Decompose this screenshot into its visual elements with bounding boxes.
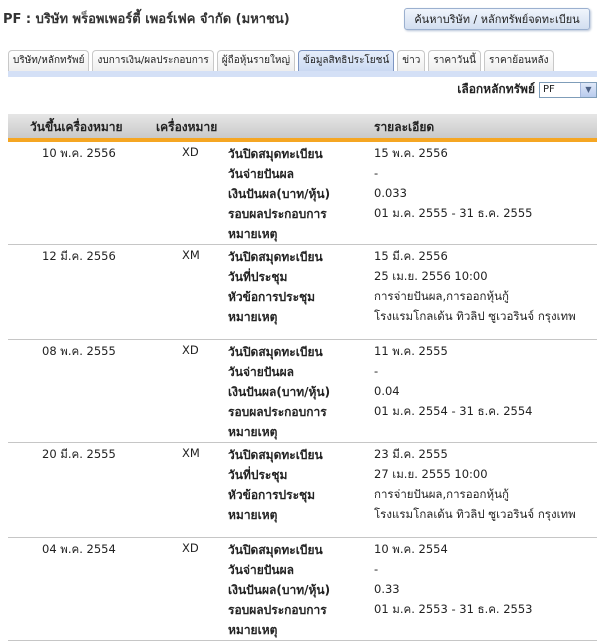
detail-label: วันที่ประชุม [228,270,288,284]
detail-label: วันปิดสมุดทะเบียน [228,448,323,462]
detail-value: โรงแรมโกลเด้น ทิวลิป ซูเวอรินจ์ กรุงเทพ [374,507,576,521]
tab-major-shareholders[interactable]: ผู้ถือหุ้นรายใหญ่ [217,50,295,71]
table-row [8,538,597,641]
tab-historical-price[interactable]: ราคาย้อนหลัง [484,50,554,71]
detail-label: วันจ่ายปันผล [228,167,294,181]
sign-code: XM [182,248,200,262]
detail-label: หมายเหตุ [228,310,278,324]
detail-label: เงินปันผล(บาท/หุ้น) [228,583,331,597]
sign-code: XD [182,145,199,159]
detail-label: วันปิดสมุดทะเบียน [228,543,323,557]
detail-label: หัวข้อการประชุม [228,290,316,304]
page-title: PF : บริษัท พร็อพเพอร์ตี้ เพอร์เฟค จำกัด (มหาชน) [3,12,290,27]
detail-label: วันจ่ายปันผล [228,365,294,379]
detail-value: 27 เม.ย. 2555 10:00 [374,467,488,481]
table-row [8,340,597,443]
detail-value: - [374,364,379,378]
tab-company[interactable]: บริษัท/หลักทรัพย์ [8,50,89,71]
tab-bar-underline [8,71,597,77]
table-header [8,114,597,142]
sign-date: 20 มี.ค. 2555 [42,447,116,461]
security-select-value: PF [543,83,555,95]
sign-date: 10 พ.ค. 2556 [42,146,116,160]
tab-today-price[interactable]: ราคาวันนี้ [428,50,481,71]
sign-code: XD [182,343,199,357]
header-details: รายละเอียด [374,120,435,134]
detail-label: หมายเหตุ [228,425,278,439]
detail-label: รอบผลประกอบการ [228,405,327,419]
header-date: วันขึ้นเครื่องหมาย [30,120,123,134]
detail-value: 01 ม.ค. 2554 - 31 ธ.ค. 2554 [374,404,533,418]
table-row [8,142,597,245]
detail-label: วันจ่ายปันผล [228,563,294,577]
tab-bar [8,50,554,71]
sign-date: 04 พ.ค. 2554 [42,542,116,556]
tab-news[interactable]: ข่าว [397,50,425,71]
detail-value: 0.04 [374,384,400,398]
tab-financials[interactable]: งบการเงิน/ผลประกอบการ [92,50,213,71]
detail-value: 23 มี.ค. 2555 [374,447,448,461]
detail-label: หัวข้อการประชุม [228,488,316,502]
detail-label: หมายเหตุ [228,508,278,522]
detail-label: วันที่ประชุม [228,468,288,482]
detail-label: เงินปันผล(บาท/หุ้น) [228,187,331,201]
detail-value: 0.033 [374,186,407,200]
table-row [8,245,597,340]
detail-value: 15 มี.ค. 2556 [374,249,448,263]
detail-label: วันปิดสมุดทะเบียน [228,250,323,264]
detail-value: 01 ม.ค. 2553 - 31 ธ.ค. 2553 [374,602,533,616]
header-sign: เครื่องหมาย [156,120,218,134]
security-selector-label: เลือกหลักทรัพย์ [457,82,535,96]
detail-label: วันปิดสมุดทะเบียน [228,147,323,161]
sign-date: 08 พ.ค. 2555 [42,344,116,358]
sign-code: XD [182,541,199,555]
detail-value: 10 พ.ค. 2554 [374,542,448,556]
detail-value: - [374,562,379,576]
detail-value: 0.33 [374,582,400,596]
detail-value: การจ่ายปันผล,การออกหุ้นกู้ [374,289,509,303]
detail-label: หมายเหตุ [228,623,278,637]
detail-label: หมายเหตุ [228,227,278,241]
detail-value: โรงแรมโกลเด้น ทิวลิป ซูเวอรินจ์ กรุงเทพ [374,309,576,323]
detail-value: 25 เม.ย. 2556 10:00 [374,269,488,283]
detail-value: การจ่ายปันผล,การออกหุ้นกู้ [374,487,509,501]
detail-label: รอบผลประกอบการ [228,603,327,617]
security-select[interactable] [539,82,597,98]
tab-benefits[interactable]: ข้อมูลสิทธิประโยชน์ [298,50,394,72]
detail-value: 15 พ.ค. 2556 [374,146,448,160]
sign-date: 12 มี.ค. 2556 [42,249,116,263]
sign-code: XM [182,446,200,460]
detail-label: รอบผลประกอบการ [228,207,327,221]
security-selector-row [457,80,597,99]
chevron-down-icon[interactable]: ▼ [580,83,596,97]
search-company-button[interactable]: ค้นหาบริษัท / หลักทรัพย์จดทะเบียน [404,8,590,30]
table-row [8,443,597,538]
detail-label: เงินปันผล(บาท/หุ้น) [228,385,331,399]
detail-value: 11 พ.ค. 2555 [374,344,448,358]
detail-label: วันปิดสมุดทะเบียน [228,345,323,359]
detail-value: 01 ม.ค. 2555 - 31 ธ.ค. 2555 [374,206,533,220]
detail-value: - [374,166,379,180]
